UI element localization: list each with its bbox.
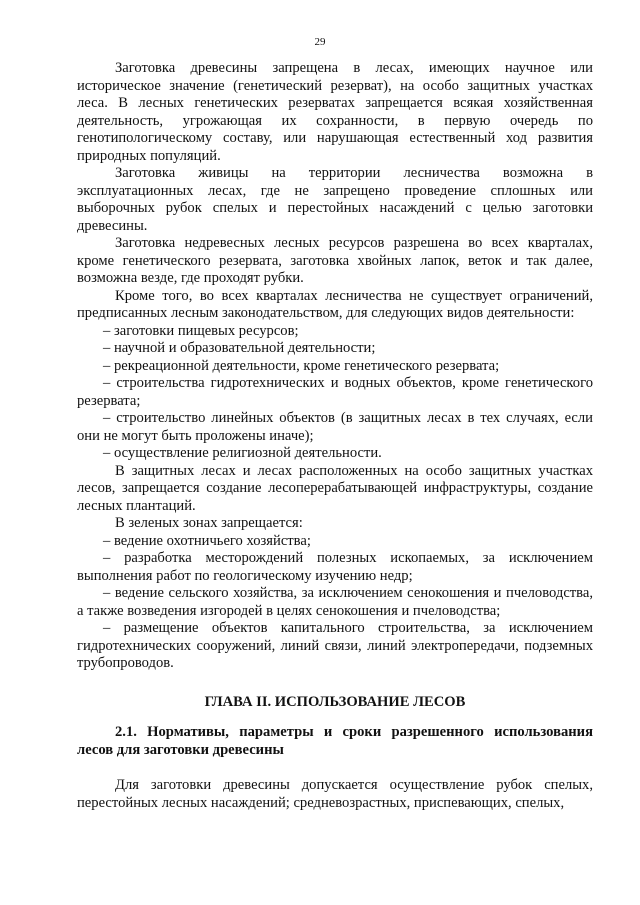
paragraph: Кроме того, во всех кварталах лесничества не существует ограничений, предписанных лесным законодательством, для следующих видов деятельности: <box>77 287 593 321</box>
section-spacer <box>77 759 593 777</box>
list-item: – рекреационной деятельности, кроме генетического резервата; <box>103 357 500 374</box>
list-item: – строительство линейных объектов (в защитных лесах в тех случаях, если они не могут быть проложены иначе); <box>77 410 593 444</box>
paragraph: В защитных лесах и лесах расположенных на особо защитных участках лесов, запрещается создание лесоперерабатывающей инфраструктуры, создание лесных плантаций. <box>77 462 593 514</box>
list-item: – научной и образовательной деятельности; <box>103 340 376 356</box>
list-item: – строительства гидротехнических и водных объектов, кроме генетического резервата; <box>77 375 593 409</box>
list-item: – ведение сельского хозяйства, за исключением сенокошения и пчеловодства, а также возведения изгородей в целях сенокошения и пчеловодства; <box>77 585 593 619</box>
paragraph: Заготовка недревесных лесных ресурсов разрешена во всех кварталах, кроме генетического резервата, заготовка хвойных лапок, веток и так далее, возможна везде, где проходят рубки. <box>77 235 593 286</box>
paragraph: Заготовка живицы на территории лесничества возможна в эксплуатационных лесах, где не запрещено проведение сплошных или выборочных рубок спелых и перестойных насаждений с целью заготовки древесины. <box>77 165 593 234</box>
chapter-title: ГЛАВА II. ИСПОЛЬЗОВАНИЕ ЛЕСОВ <box>204 693 466 710</box>
list-item: – ведение охотничьего хозяйства; <box>103 532 311 549</box>
list-item: – разработка месторождений полезных ископаемых, за исключением выполнения работ по геологическому изучению недр; <box>77 550 593 584</box>
list-item: – заготовки пищевых ресурсов; <box>103 322 299 339</box>
list-item: – размещение объектов капитального строительства, за исключением гидротехнических сооружений, линий связи, линий электропередачи, подземных трубопроводов. <box>77 620 593 671</box>
paragraph: В зеленых зонах запрещается: <box>115 515 303 531</box>
section-title: 2.1. Нормативы, параметры и сроки разрешенного использования лесов для заготовки древесины <box>77 724 593 758</box>
page-number: 29 <box>314 36 326 48</box>
paragraph: Заготовка древесины запрещена в лесах, имеющих научное или историческое значение (генетический резерват), на особо защитных участках леса. В лесных генетических резерватах запрещается всякая хозяйственная деятельность, угрожающая их сохранности, в первую очередь по генотипологическому составу, или нарушающая естественный ход развития природных популяций. <box>77 60 593 164</box>
paragraph: Для заготовки древесины допускается осуществление рубок спелых, перестойных лесных насаждений; средневозрастных, приспевающих, спелых, <box>77 777 593 811</box>
document-body <box>77 60 593 812</box>
list-item: – осуществление религиозной деятельности. <box>103 445 382 461</box>
